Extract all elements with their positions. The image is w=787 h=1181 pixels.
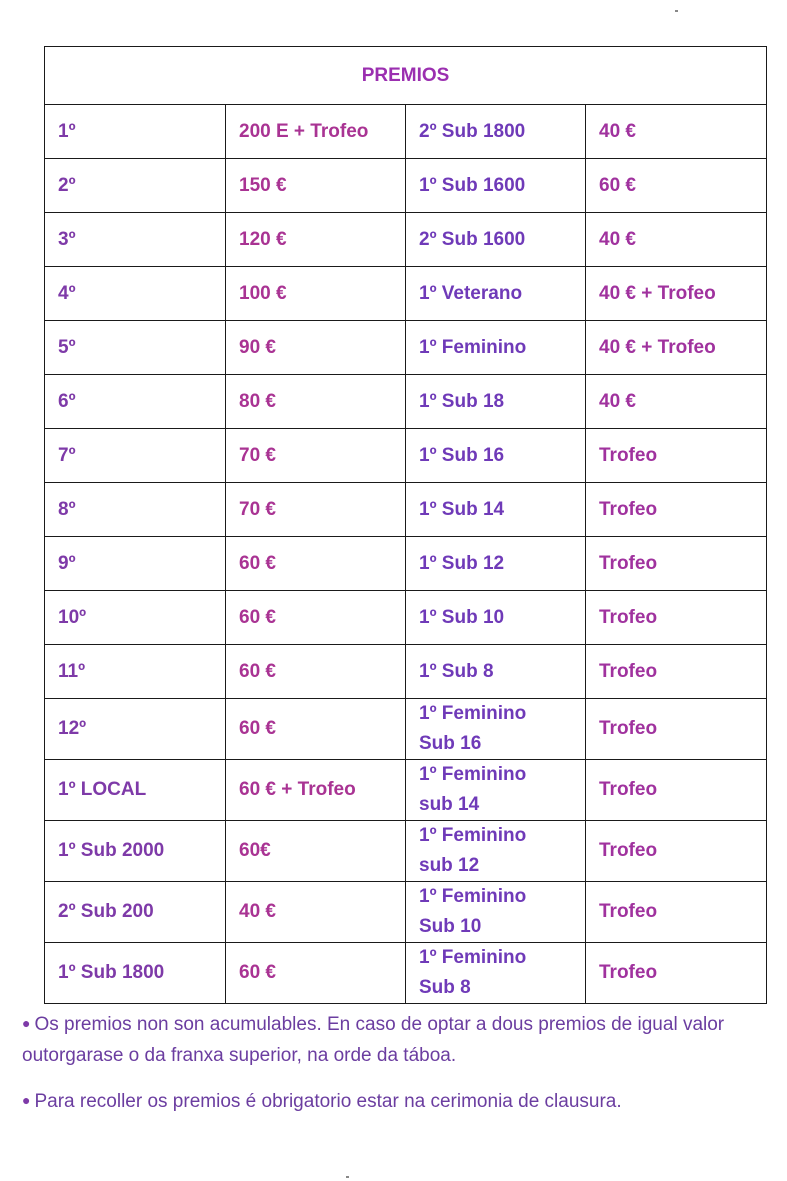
prize-cell: 40 € xyxy=(226,882,406,943)
category-cell: 1º Sub 10 xyxy=(406,591,586,645)
category-prize-cell: Trofeo xyxy=(586,943,767,1004)
rank-cell: 1º Sub 2000 xyxy=(45,821,226,882)
rank-cell: 12º xyxy=(45,699,226,760)
category-prize-cell: Trofeo xyxy=(586,760,767,821)
bullet-icon: ● xyxy=(22,1015,31,1031)
rank-cell: 4º xyxy=(45,267,226,321)
prize-cell: 90 € xyxy=(226,321,406,375)
prize-cell: 60 € xyxy=(226,943,406,1004)
category-cell: 1º Feminino sub 12 xyxy=(406,821,586,882)
table-row xyxy=(45,760,767,821)
category-prize-cell: 60 € xyxy=(586,159,767,213)
table-row xyxy=(45,537,767,591)
table-row xyxy=(45,882,767,943)
table-row xyxy=(45,591,767,645)
rank-cell: 3º xyxy=(45,213,226,267)
table-row xyxy=(45,821,767,882)
table-row xyxy=(45,375,767,429)
category-prize-cell: 40 € xyxy=(586,213,767,267)
prize-cell: 120 € xyxy=(226,213,406,267)
category-prize-cell: Trofeo xyxy=(586,537,767,591)
rank-cell: 8º xyxy=(45,483,226,537)
category-prize-cell: Trofeo xyxy=(586,645,767,699)
category-prize-cell: 40 € + Trofeo xyxy=(586,267,767,321)
prize-table-body xyxy=(45,47,767,1004)
category-cell: 1º Feminino Sub 10 xyxy=(406,882,586,943)
notes xyxy=(22,1008,762,1131)
table-row xyxy=(45,943,767,1004)
table-row xyxy=(45,483,767,537)
category-cell: 1º Sub 14 xyxy=(406,483,586,537)
category-cell: 1º Sub 1600 xyxy=(406,159,586,213)
category-prize-cell: Trofeo xyxy=(586,591,767,645)
category-cell: 1º Veterano xyxy=(406,267,586,321)
rank-cell: 9º xyxy=(45,537,226,591)
category-prize-cell: Trofeo xyxy=(586,483,767,537)
note-item xyxy=(22,1085,762,1117)
table-title: PREMIOS xyxy=(45,47,767,105)
category-cell: 1º Sub 16 xyxy=(406,429,586,483)
category-prize-cell: 40 € + Trofeo xyxy=(586,321,767,375)
table-row xyxy=(45,429,767,483)
prize-cell: 60€ xyxy=(226,821,406,882)
note-item xyxy=(22,1008,762,1071)
category-cell: 1º Sub 8 xyxy=(406,645,586,699)
prize-cell: 60 € xyxy=(226,645,406,699)
rank-cell: 2º Sub 200 xyxy=(45,882,226,943)
category-cell: 1º Feminino Sub 16 xyxy=(406,699,586,760)
note-text: Para recoller os premios é obrigatorio estar na cerimonia de clausura. xyxy=(34,1091,622,1112)
rank-cell: 2º xyxy=(45,159,226,213)
prize-cell: 100 € xyxy=(226,267,406,321)
prize-table xyxy=(44,46,767,1004)
table-row xyxy=(45,699,767,760)
rank-cell: 5º xyxy=(45,321,226,375)
category-cell: 1º Sub 12 xyxy=(406,537,586,591)
scan-speck xyxy=(675,10,678,12)
table-row xyxy=(45,159,767,213)
rank-cell: 10º xyxy=(45,591,226,645)
category-cell: 2º Sub 1800 xyxy=(406,105,586,159)
bullet-icon: ● xyxy=(22,1092,31,1108)
category-cell: 1º Feminino Sub 8 xyxy=(406,943,586,1004)
prize-cell: 60 € xyxy=(226,699,406,760)
category-prize-cell: Trofeo xyxy=(586,699,767,760)
table-row xyxy=(45,105,767,159)
table-row xyxy=(45,321,767,375)
prize-cell: 70 € xyxy=(226,429,406,483)
prize-cell: 60 € + Trofeo xyxy=(226,760,406,821)
category-cell: 1º Feminino xyxy=(406,321,586,375)
category-prize-cell: Trofeo xyxy=(586,882,767,943)
prize-cell: 60 € xyxy=(226,537,406,591)
note-text: Os premios non son acumulables. En caso de optar a dous premios de igual valor outorgarase o da franxa superior, na orde da táboa. xyxy=(22,1014,725,1066)
prize-cell: 60 € xyxy=(226,591,406,645)
scan-speck xyxy=(346,1176,349,1178)
prize-cell: 150 € xyxy=(226,159,406,213)
category-prize-cell: 40 € xyxy=(586,105,767,159)
rank-cell: 6º xyxy=(45,375,226,429)
table-row xyxy=(45,267,767,321)
category-cell: 1º Sub 18 xyxy=(406,375,586,429)
rank-cell: 11º xyxy=(45,645,226,699)
category-prize-cell: Trofeo xyxy=(586,821,767,882)
rank-cell: 1º Sub 1800 xyxy=(45,943,226,1004)
category-cell: 1º Feminino sub 14 xyxy=(406,760,586,821)
category-prize-cell: 40 € xyxy=(586,375,767,429)
table-row xyxy=(45,213,767,267)
category-cell: 2º Sub 1600 xyxy=(406,213,586,267)
prize-cell: 80 € xyxy=(226,375,406,429)
prize-cell: 70 € xyxy=(226,483,406,537)
rank-cell: 7º xyxy=(45,429,226,483)
table-row xyxy=(45,645,767,699)
rank-cell: 1º xyxy=(45,105,226,159)
prize-cell: 200 E + Trofeo xyxy=(226,105,406,159)
rank-cell: 1º LOCAL xyxy=(45,760,226,821)
title-row xyxy=(45,47,767,105)
category-prize-cell: Trofeo xyxy=(586,429,767,483)
